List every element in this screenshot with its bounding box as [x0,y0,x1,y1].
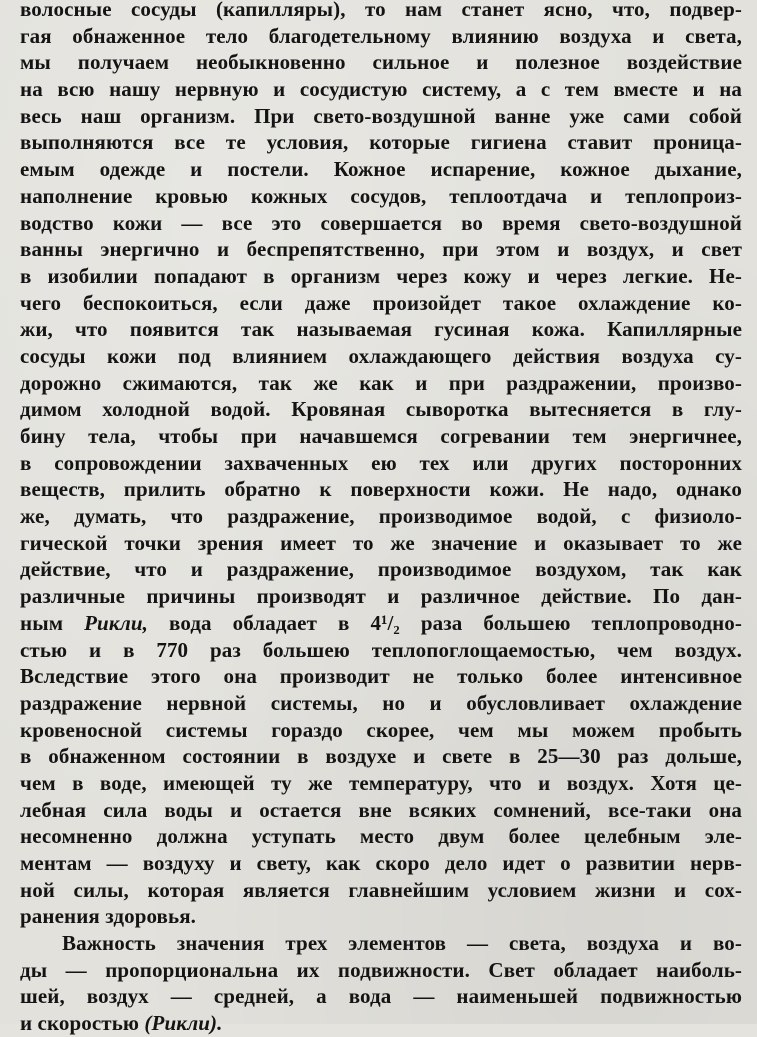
text-segment: выполняются все те условия, которые гигиена ставит проница- [20,130,742,155]
text-line [20,743,742,770]
text-line [20,396,742,423]
text-line [20,637,742,664]
text-segment: сосуды кожи под влиянием охлаждающего действия воздуха су- [20,343,742,368]
text-line [20,236,742,263]
text-line [20,316,742,343]
text-segment: дорожно сжимаются, так же как и при раздражении, произво- [20,370,742,395]
text-line [20,450,742,477]
text-segment: лебная сила воды и остается вне всяких сомнений, все-таки она [20,797,742,822]
text-segment: в сопровождении захваченных ею тех или других посторонних [20,450,742,475]
text-segment: Важность значения трех элементов — света, воздуха и во- [62,931,742,956]
text-segment: ды — пропорциональна их подвижности. Свет обладает наиболь- [20,957,742,982]
text-line [20,183,742,210]
text-line [20,370,742,397]
text-line [20,103,742,130]
text-line [20,156,742,183]
text-line [20,717,742,744]
text-segment: мы получаем необыкновенно сильное и полезное воздействие [20,50,742,75]
text-segment: в обнаженном состоянии в воздухе и свете в 25—30 раз дольше, [20,744,742,769]
text-line [20,1010,742,1037]
text-line [20,476,742,503]
text-segment: различные причины производят и различное действие. По дан- [20,584,742,609]
text-segment: шей, воздух — средней, а вода — наименьшей подвижностью [20,984,742,1009]
text-line [20,423,742,450]
text-segment: чем в воде, имеющей ту же температуру, что и воздух. Хотя це- [20,770,742,795]
text-segment: раздражение нервной системы, но и обусловливает охлаждение [20,690,742,715]
text-segment: ментам — воздуху и свету, как скоро дело идет о развитии нерв- [20,851,742,875]
text-segment: гической точки зрения имеет то же значение и оказывает то же [20,530,742,555]
text-segment: димом холодной водой. Кровяная сыворотка вытесняется в глу- [20,397,742,422]
text-segment: вода обладает в 4¹/₂ раза большею теплопроводно- [148,610,742,635]
text-segment: Вследствие этого она производит не только более интенсивное [20,664,742,689]
text-line [20,210,742,237]
text-segment: в изобилии попадают в организм через кожу и через легкие. Не- [20,263,742,288]
text-segment: веществ, прилить обратно к поверхности кожи. Не надо, однако [20,477,742,502]
text-segment: действие, что и раздражение, производимое воздухом, так как [20,557,742,582]
text-line [20,877,742,904]
text-line [20,770,742,797]
text-line [20,556,742,583]
text-line [20,850,742,877]
text-segment: весь наш организм. При свето-воздушной ванне уже сами собой [20,103,742,128]
text-line [20,610,742,637]
text-line [20,503,742,530]
text-segment: кровеносной системы гораздо скорее, чем мы можем пробыть [20,717,742,742]
text-segment: бину тела, чтобы при начавшемся согревании тем энергичнее, [20,424,742,448]
text-segment: водство кожи — все это совершается во время свето-воздушной [20,210,742,235]
text-line [20,530,742,557]
text-line [20,983,742,1010]
text-line [20,690,742,717]
text-segment: же, думать, что раздражение, производимое водой, с физиоло- [20,504,742,529]
text-segment: жи, что появится так называемая гусиная кожа. Капиллярные [20,317,742,342]
text-line [20,290,742,317]
text-line [20,129,742,156]
text-segment: гая обнаженное тело благодетельному влиянию воздуха и света, [20,23,742,48]
text-segment: волосные сосуды (капилляры), то нам станет ясно, что, подвер- [20,0,742,21]
text-line [20,49,742,76]
italic-author-name: Рикли, [84,610,149,635]
text-line [20,583,742,610]
text-line [20,823,742,850]
text-segment: ранения здоровья. [20,904,197,929]
text-segment: наполнение кровью кожных сосудов, теплоотдача и теплопроиз- [20,183,742,208]
text-line [20,76,742,103]
text-segment: чего беспокоиться, если даже произойдет такое охлаждение ко- [20,290,742,315]
text-segment: ным [20,610,85,635]
text-line [20,343,742,370]
text-line [20,23,742,50]
text-segment: стью и в 770 раз большею теплопоглощаемостью, чем воздух. [20,637,742,662]
paragraph-first-line [20,930,742,957]
text-segment: ванны энергично и беспрепятственно, при этом и воздух, и свет [20,237,742,262]
text-line [20,797,742,824]
text-line [20,0,742,23]
text-segment: емым одежде и постели. Кожное испарение, кожное дыхание, [20,157,742,182]
text-segment: несомненно должна уступать место двум более целебным эле- [20,824,742,849]
text-segment: ной силы, которая является главнейшим условием жизни и сох- [20,877,742,902]
italic-author-name: (Рикли). [144,1011,223,1036]
text-segment: на всю нашу нервную и сосудистую систему, а с тем вместе и на [20,77,742,102]
text-line [20,957,742,984]
text-segment: и скоростью [20,1011,145,1036]
body-text [20,0,742,1037]
text-line [20,263,742,290]
text-line [20,663,742,690]
text-line [20,903,742,930]
